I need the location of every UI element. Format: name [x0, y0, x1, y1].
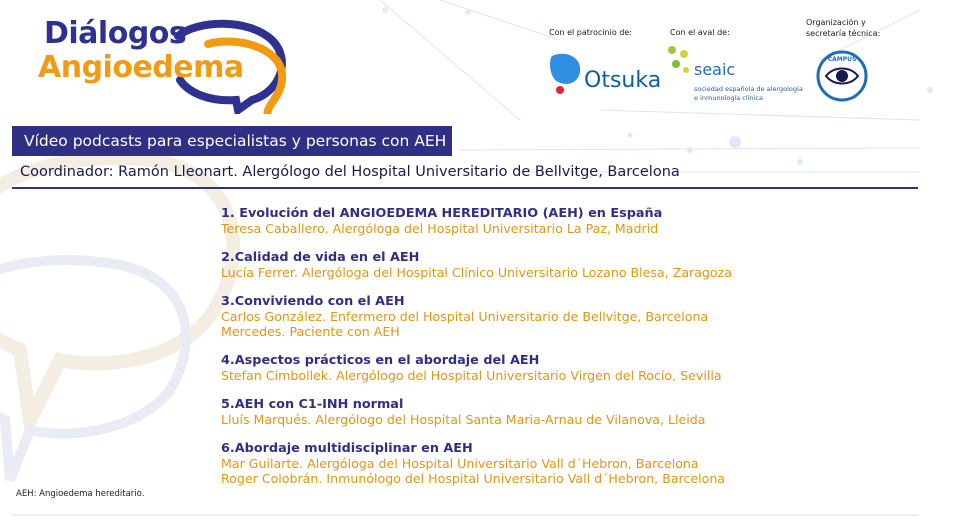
organization-label-line2: secretaría técnica:: [806, 29, 881, 38]
episode-speaker: Roger Colobrán. Inmunólogo del Hospital Universitario Vall d´Hebron, Barcelona: [221, 471, 726, 486]
episode-title: 3.Conviviendo con el AEH: [221, 294, 405, 309]
episode-item: [221, 250, 781, 280]
episode-speaker: Carlos González. Enfermero del Hospital Universitario de Bellvitge, Barcelona: [221, 309, 709, 324]
episode-speaker: Mercedes. Paciente con AEH: [221, 324, 400, 339]
episode-speaker: Lluís Marqués. Alergólogo del Hospital Santa Maria-Arnau de Vilanova, Lleida: [221, 412, 706, 427]
faint-speech-bubble-icon: [0, 158, 233, 420]
episode-title: 5.AEH con C1-INH normal: [221, 397, 404, 412]
logo-title-line2: Angioedema: [38, 50, 244, 85]
seaic-subtitle-line2: e inmunología clínica: [694, 94, 763, 102]
episode-title: 1. Evolución del ANGIOEDEMA HEREDITARIO (AEH) en España: [221, 206, 663, 221]
dialogos-angioedema-logo: [38, 14, 278, 114]
logo-title-line1: Diálogos: [44, 16, 187, 51]
campus-logo-text: CAMPUS: [827, 56, 857, 63]
episode-item: [221, 353, 781, 383]
seaic-subtitle: [694, 85, 803, 103]
campus-eye-logo-icon: [816, 50, 868, 102]
seaic-logo-icon: [666, 44, 694, 78]
seaic-subtitle-line1: sociedad española de alergología: [694, 85, 803, 93]
episode-title: 4.Aspectos prácticos en el abordaje del AEH: [221, 353, 540, 368]
sponsor-label: Con el patrocinio de:: [549, 28, 632, 37]
episode-list: [221, 206, 781, 500]
episode-item: [221, 206, 781, 236]
episode-title: 2.Calidad de vida en el AEH: [221, 250, 420, 265]
episode-speaker: Mar Guilarte. Alergóloga del Hospital Universitario Vall d´Hebron, Barcelona: [221, 456, 699, 471]
footnote: AEH: Angioedema hereditario.: [16, 489, 145, 499]
episode-item: [221, 441, 781, 486]
title-banner: Vídeo podcasts para especialistas y personas con AEH: [12, 126, 452, 156]
episode-speaker: Lucía Ferrer. Alergóloga del Hospital Clínico Universitario Lozano Blesa, Zaragoza: [221, 265, 732, 280]
coordinator-divider: [12, 187, 918, 189]
endorsement-label: Con el aval de:: [670, 28, 730, 37]
organization-label: [806, 17, 880, 39]
seaic-name: seaic: [694, 60, 736, 79]
otsuka-logo-icon: [548, 50, 584, 96]
organization-label-line1: Organización y: [806, 18, 866, 27]
episode-speaker: Stefan Cimbollek. Alergólogo del Hospital Universitario Virgen del Rocío, Sevilla: [221, 368, 722, 383]
episode-item: [221, 397, 781, 427]
coordinator-line: Coordinador: Ramón Lleonart. Alergólogo del Hospital Universitario de Bellvitge, Barcelona: [20, 164, 680, 180]
otsuka-name: Otsuka: [584, 68, 662, 93]
episode-speaker: Teresa Caballero. Alergóloga del Hospital Universitario La Paz, Madrid: [221, 221, 659, 236]
episode-title: 6.Abordaje multidisciplinar en AEH: [221, 441, 473, 456]
episode-item: [221, 294, 781, 339]
